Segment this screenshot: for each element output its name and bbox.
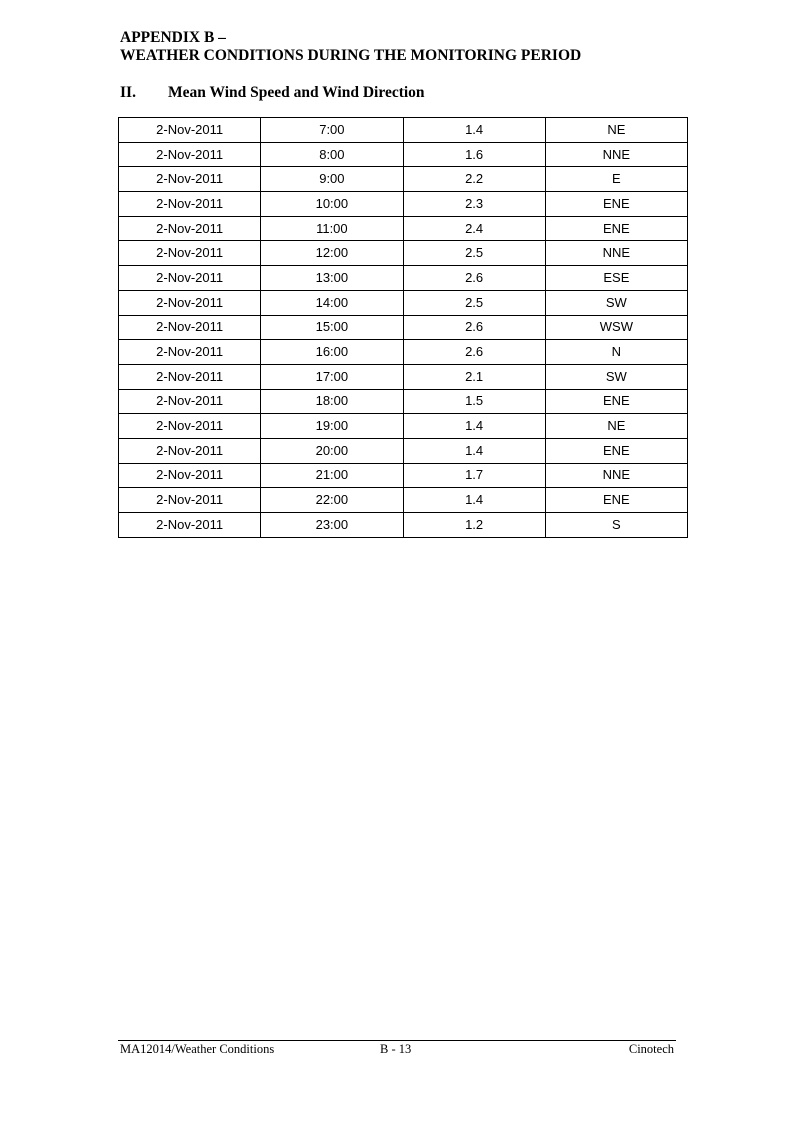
- wind-speed-cell: 2.5: [403, 241, 545, 266]
- wind-direction-cell: ENE: [545, 192, 687, 217]
- table-row: [119, 241, 688, 266]
- wind-speed-cell: 1.4: [403, 488, 545, 513]
- section-heading: [120, 84, 425, 102]
- wind-direction-cell: E: [545, 167, 687, 192]
- wind-direction-cell: WSW: [545, 315, 687, 340]
- table-row: [119, 414, 688, 439]
- table-row: [119, 340, 688, 365]
- table-row: [119, 438, 688, 463]
- time-cell: 19:00: [261, 414, 403, 439]
- time-cell: 18:00: [261, 389, 403, 414]
- wind-speed-cell: 1.4: [403, 118, 545, 143]
- appendix-subtitle: WEATHER CONDITIONS DURING THE MONITORING PERIOD: [120, 47, 582, 64]
- wind-speed-cell: 1.5: [403, 389, 545, 414]
- table-row: [119, 364, 688, 389]
- time-cell: 21:00: [261, 463, 403, 488]
- wind-speed-cell: 1.2: [403, 513, 545, 538]
- table-row: [119, 216, 688, 241]
- footer-divider: [118, 1040, 676, 1041]
- date-cell: 2-Nov-2011: [119, 266, 261, 291]
- footer-page-number: B - 13: [380, 1042, 412, 1056]
- footer-company: Cinotech: [628, 1042, 674, 1056]
- table-row: [119, 463, 688, 488]
- date-cell: 2-Nov-2011: [119, 513, 261, 538]
- table-row: [119, 513, 688, 538]
- footer-document-ref: MA12014/Weather Conditions: [120, 1042, 275, 1056]
- appendix-title: APPENDIX B –: [120, 29, 226, 46]
- appendix-heading: [120, 29, 581, 65]
- date-cell: 2-Nov-2011: [119, 389, 261, 414]
- wind-speed-cell: 2.5: [403, 290, 545, 315]
- table-row: [119, 389, 688, 414]
- time-cell: 22:00: [261, 488, 403, 513]
- wind-speed-cell: 1.7: [403, 463, 545, 488]
- time-cell: 15:00: [261, 315, 403, 340]
- time-cell: 9:00: [261, 167, 403, 192]
- date-cell: 2-Nov-2011: [119, 463, 261, 488]
- time-cell: 20:00: [261, 438, 403, 463]
- section-number: II.: [120, 84, 136, 101]
- time-cell: 10:00: [261, 192, 403, 217]
- date-cell: 2-Nov-2011: [119, 142, 261, 167]
- time-cell: 23:00: [261, 513, 403, 538]
- wind-direction-cell: SW: [545, 290, 687, 315]
- time-cell: 16:00: [261, 340, 403, 365]
- date-cell: 2-Nov-2011: [119, 241, 261, 266]
- wind-speed-cell: 2.2: [403, 167, 545, 192]
- table-row: [119, 167, 688, 192]
- wind-speed-cell: 2.3: [403, 192, 545, 217]
- wind-direction-cell: ENE: [545, 389, 687, 414]
- date-cell: 2-Nov-2011: [119, 118, 261, 143]
- wind-direction-cell: SW: [545, 364, 687, 389]
- table-row: [119, 266, 688, 291]
- date-cell: 2-Nov-2011: [119, 414, 261, 439]
- date-cell: 2-Nov-2011: [119, 167, 261, 192]
- time-cell: 8:00: [261, 142, 403, 167]
- date-cell: 2-Nov-2011: [119, 315, 261, 340]
- wind-direction-cell: NNE: [545, 142, 687, 167]
- table-row: [119, 290, 688, 315]
- wind-speed-cell: 2.6: [403, 315, 545, 340]
- table-row: [119, 142, 688, 167]
- table-row: [119, 192, 688, 217]
- table-row: [119, 118, 688, 143]
- date-cell: 2-Nov-2011: [119, 192, 261, 217]
- date-cell: 2-Nov-2011: [119, 290, 261, 315]
- wind-speed-cell: 2.6: [403, 266, 545, 291]
- date-cell: 2-Nov-2011: [119, 488, 261, 513]
- table-row: [119, 488, 688, 513]
- wind-speed-cell: 2.4: [403, 216, 545, 241]
- table-row: [119, 315, 688, 340]
- time-cell: 7:00: [261, 118, 403, 143]
- time-cell: 14:00: [261, 290, 403, 315]
- wind-direction-cell: ENE: [545, 438, 687, 463]
- wind-direction-cell: ENE: [545, 488, 687, 513]
- date-cell: 2-Nov-2011: [119, 364, 261, 389]
- wind-speed-cell: 2.1: [403, 364, 545, 389]
- wind-direction-cell: N: [545, 340, 687, 365]
- wind-direction-cell: NNE: [545, 463, 687, 488]
- section-title: Mean Wind Speed and Wind Direction: [168, 84, 425, 101]
- wind-speed-cell: 1.4: [403, 438, 545, 463]
- date-cell: 2-Nov-2011: [119, 340, 261, 365]
- wind-data-table: [118, 117, 688, 538]
- date-cell: 2-Nov-2011: [119, 438, 261, 463]
- wind-speed-cell: 1.6: [403, 142, 545, 167]
- time-cell: 11:00: [261, 216, 403, 241]
- wind-direction-cell: NE: [545, 118, 687, 143]
- wind-speed-cell: 1.4: [403, 414, 545, 439]
- date-cell: 2-Nov-2011: [119, 216, 261, 241]
- wind-direction-cell: S: [545, 513, 687, 538]
- time-cell: 17:00: [261, 364, 403, 389]
- time-cell: 12:00: [261, 241, 403, 266]
- wind-speed-cell: 2.6: [403, 340, 545, 365]
- time-cell: 13:00: [261, 266, 403, 291]
- wind-direction-cell: NNE: [545, 241, 687, 266]
- wind-data-table-body: [119, 118, 688, 538]
- wind-direction-cell: ENE: [545, 216, 687, 241]
- wind-direction-cell: ESE: [545, 266, 687, 291]
- wind-direction-cell: NE: [545, 414, 687, 439]
